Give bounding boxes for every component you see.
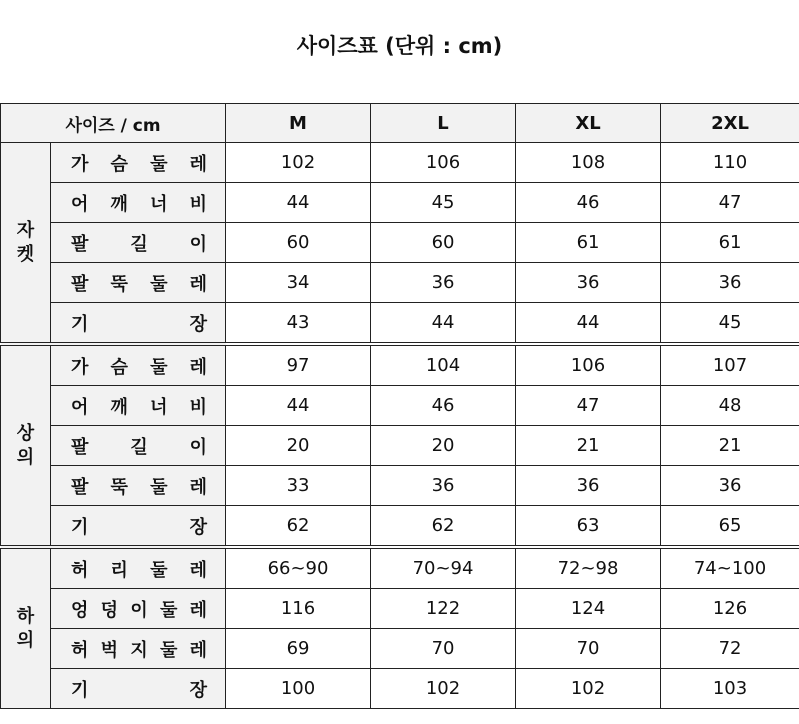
measurement-label-chars (51, 310, 225, 336)
size-value-cell: 70 (516, 629, 661, 669)
size-value-cell: 44 (226, 183, 371, 223)
size-value-cell: 100 (226, 669, 371, 709)
measurement-label (51, 344, 226, 386)
measurement-label-char: 둘 (159, 639, 178, 661)
measurement-label-char: 장 (189, 679, 208, 701)
measurement-label-chars (51, 190, 225, 216)
measurement-label-char: 덩 (100, 599, 119, 621)
size-value-cell: 102 (226, 143, 371, 183)
size-value-cell: 106 (371, 143, 516, 183)
size-table-body (1, 143, 799, 709)
size-value-cell: 36 (371, 466, 516, 506)
table-row (1, 466, 799, 506)
size-value-cell: 65 (661, 506, 799, 548)
measurement-label-char: 이 (189, 233, 208, 255)
size-value-cell: 102 (516, 669, 661, 709)
table-row (1, 589, 799, 629)
measurement-label-char: 둘 (150, 153, 168, 175)
measurement-label-char: 장 (189, 313, 208, 335)
size-header-label: 사이즈 / cm (1, 104, 226, 143)
measurement-label (51, 547, 226, 589)
size-value-cell: 97 (226, 344, 371, 386)
measurement-label-char: 비 (189, 193, 207, 215)
measurement-label-char: 뚝 (110, 273, 128, 295)
table-row (1, 506, 799, 548)
size-value-cell: 70 (371, 629, 516, 669)
measurement-label (51, 263, 226, 303)
measurement-label-char: 둘 (159, 599, 178, 621)
measurement-label (51, 426, 226, 466)
size-value-cell: 74~100 (661, 547, 799, 589)
measurement-label-char: 레 (189, 639, 208, 661)
table-row (1, 143, 799, 183)
measurement-label-char: 지 (130, 639, 148, 661)
header-row (1, 104, 799, 143)
group-label-char: 하 (16, 605, 35, 627)
group-label-char: 의 (16, 446, 35, 468)
size-col-header: L (371, 104, 516, 143)
measurement-label-char: 레 (189, 356, 207, 378)
size-value-cell: 44 (371, 303, 516, 345)
size-value-cell: 43 (226, 303, 371, 345)
measurement-label-char: 어 (71, 193, 89, 215)
measurement-label-char: 슴 (110, 356, 128, 378)
size-value-cell: 46 (516, 183, 661, 223)
measurement-label-chars (51, 636, 225, 662)
size-value-cell: 47 (661, 183, 799, 223)
measurement-label-char: 팔 (71, 476, 89, 498)
group-label-char: 의 (16, 629, 35, 651)
group-label-char: 상 (16, 422, 35, 444)
measurement-label-chars (51, 433, 225, 459)
measurement-label-char: 어 (71, 396, 89, 418)
measurement-label-char: 엉 (71, 599, 89, 621)
measurement-label-chars (51, 676, 225, 702)
size-value-cell: 20 (226, 426, 371, 466)
size-value-cell: 33 (226, 466, 371, 506)
measurement-label-char: 이 (189, 436, 208, 458)
measurement-label (51, 506, 226, 548)
measurement-label-chars (51, 473, 225, 499)
size-col-header: 2XL (661, 104, 799, 143)
measurement-label-char: 기 (71, 516, 89, 538)
measurement-label-char: 너 (150, 396, 168, 418)
measurement-label-chars (51, 513, 225, 539)
measurement-label-char: 허 (71, 559, 89, 581)
measurement-label (51, 629, 226, 669)
size-col-header: M (226, 104, 371, 143)
size-value-cell: 62 (371, 506, 516, 548)
size-value-cell: 72~98 (516, 547, 661, 589)
table-row (1, 669, 799, 709)
size-value-cell: 108 (516, 143, 661, 183)
measurement-label (51, 466, 226, 506)
measurement-label-chars (51, 270, 225, 296)
size-value-cell: 48 (661, 386, 799, 426)
size-value-cell: 45 (371, 183, 516, 223)
measurement-label-char: 레 (189, 559, 207, 581)
table-row (1, 263, 799, 303)
size-value-cell: 69 (226, 629, 371, 669)
measurement-label-char: 레 (189, 273, 207, 295)
size-value-cell: 46 (371, 386, 516, 426)
measurement-label-char: 길 (130, 436, 148, 458)
size-value-cell: 103 (661, 669, 799, 709)
measurement-label-char: 장 (189, 516, 208, 538)
measurement-label (51, 143, 226, 183)
size-value-cell: 61 (516, 223, 661, 263)
measurement-label (51, 386, 226, 426)
table-row (1, 344, 799, 386)
measurement-label-char: 뚝 (110, 476, 128, 498)
measurement-label-chars (51, 596, 225, 622)
size-value-cell: 20 (371, 426, 516, 466)
size-value-cell: 116 (226, 589, 371, 629)
measurement-label-chars (51, 353, 225, 379)
measurement-label-char: 벅 (100, 639, 119, 661)
size-value-cell: 106 (516, 344, 661, 386)
measurement-label-char: 레 (189, 476, 207, 498)
measurement-label-char: 리 (110, 559, 128, 581)
size-col-header: XL (516, 104, 661, 143)
measurement-label-char: 이 (130, 599, 148, 621)
size-value-cell: 36 (516, 466, 661, 506)
size-value-cell: 44 (516, 303, 661, 345)
size-value-cell: 110 (661, 143, 799, 183)
size-value-cell: 63 (516, 506, 661, 548)
measurement-label-char: 팔 (71, 436, 89, 458)
measurement-label (51, 303, 226, 345)
table-row (1, 426, 799, 466)
size-value-cell: 36 (371, 263, 516, 303)
measurement-label (51, 223, 226, 263)
size-value-cell: 47 (516, 386, 661, 426)
table-row (1, 547, 799, 589)
size-table (0, 103, 799, 709)
size-value-cell: 60 (226, 223, 371, 263)
size-value-cell: 34 (226, 263, 371, 303)
measurement-label-char: 깨 (110, 396, 128, 418)
measurement-label-char: 깨 (110, 193, 128, 215)
measurement-label-chars (51, 556, 225, 582)
measurement-label (51, 589, 226, 629)
size-value-cell: 44 (226, 386, 371, 426)
measurement-label (51, 183, 226, 223)
size-value-cell: 72 (661, 629, 799, 669)
table-row (1, 629, 799, 669)
group-label (1, 344, 51, 547)
measurement-label-char: 둘 (150, 559, 168, 581)
measurement-label-char: 비 (189, 396, 207, 418)
measurement-label-chars (51, 393, 225, 419)
table-row (1, 223, 799, 263)
measurement-label-char: 둘 (150, 356, 168, 378)
table-row (1, 386, 799, 426)
measurement-label-char: 기 (71, 313, 89, 335)
page-title: 사이즈표 (단위 : cm) (296, 34, 503, 58)
size-value-cell: 36 (661, 263, 799, 303)
size-value-cell: 21 (661, 426, 799, 466)
size-value-cell: 21 (516, 426, 661, 466)
measurement-label-chars (51, 230, 225, 256)
table-row (1, 183, 799, 223)
group-label (1, 547, 51, 709)
size-value-cell: 36 (661, 466, 799, 506)
size-value-cell: 62 (226, 506, 371, 548)
size-value-cell: 61 (661, 223, 799, 263)
measurement-label-char: 길 (130, 233, 148, 255)
size-value-cell: 66~90 (226, 547, 371, 589)
size-value-cell: 126 (661, 589, 799, 629)
measurement-label-char: 둘 (150, 476, 168, 498)
measurement-label-char: 레 (189, 153, 207, 175)
size-value-cell: 60 (371, 223, 516, 263)
size-value-cell: 107 (661, 344, 799, 386)
measurement-label-chars (51, 150, 225, 176)
measurement-label (51, 669, 226, 709)
group-label-char: 켓 (16, 243, 35, 265)
size-value-cell: 102 (371, 669, 516, 709)
measurement-label-char: 팔 (71, 273, 89, 295)
size-value-cell: 122 (371, 589, 516, 629)
measurement-label-char: 가 (71, 153, 89, 175)
measurement-label-char: 둘 (150, 273, 168, 295)
size-value-cell: 124 (516, 589, 661, 629)
group-label (1, 143, 51, 345)
group-label-char: 자 (16, 219, 35, 241)
size-value-cell: 45 (661, 303, 799, 345)
table-row (1, 303, 799, 345)
size-value-cell: 70~94 (371, 547, 516, 589)
measurement-label-char: 슴 (110, 153, 128, 175)
measurement-label-char: 레 (189, 599, 208, 621)
measurement-label-char: 가 (71, 356, 89, 378)
measurement-label-char: 허 (71, 639, 89, 661)
size-value-cell: 104 (371, 344, 516, 386)
measurement-label-char: 너 (150, 193, 168, 215)
measurement-label-char: 팔 (71, 233, 89, 255)
size-value-cell: 36 (516, 263, 661, 303)
measurement-label-char: 기 (71, 679, 89, 701)
